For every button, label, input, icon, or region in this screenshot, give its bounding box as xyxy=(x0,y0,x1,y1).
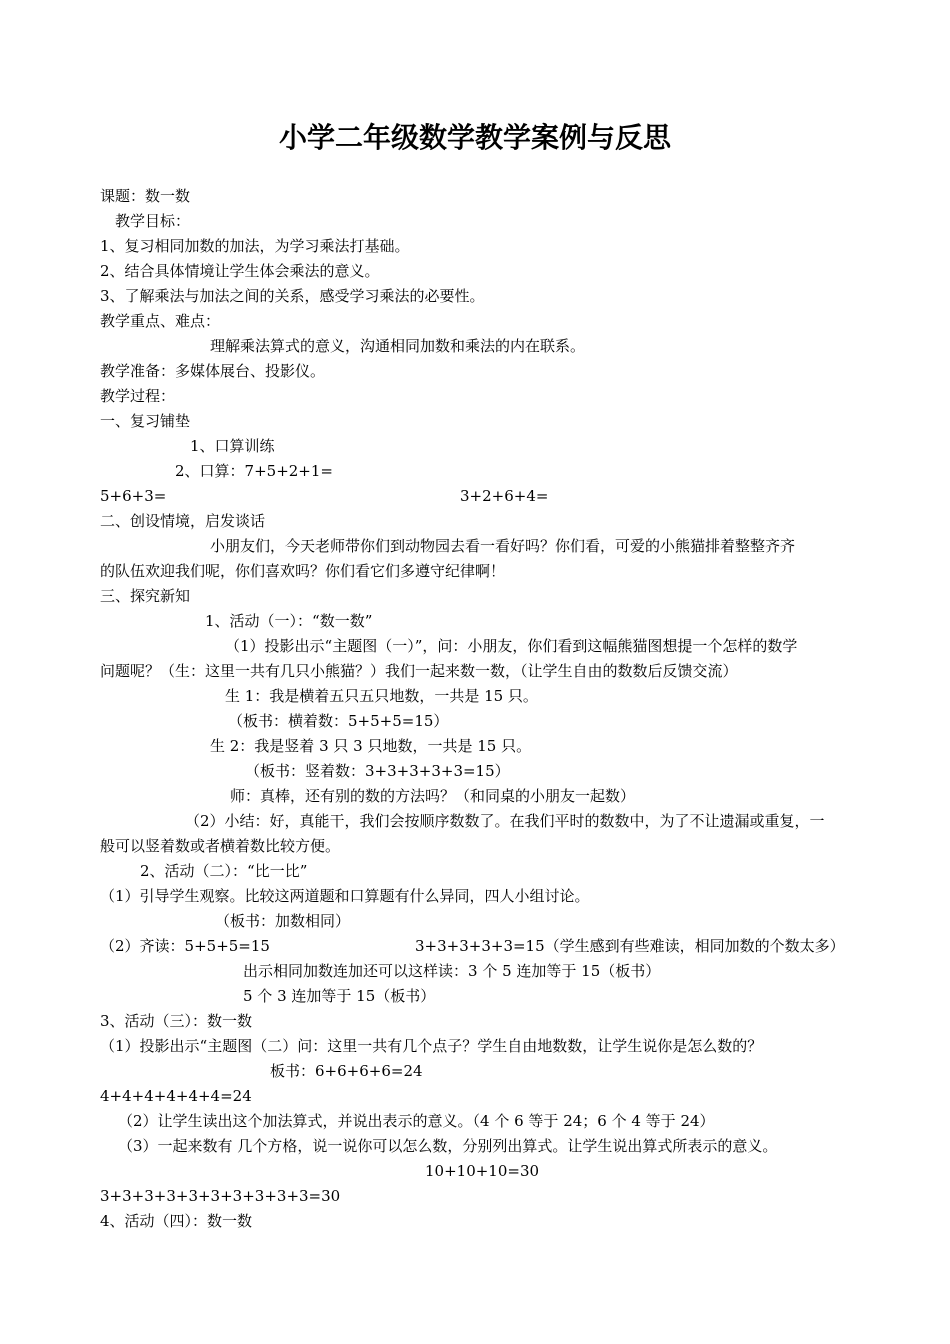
paragraph-line: （1）引导学生观察。比较这两道题和口算题有什么异同，四人小组讨论。 xyxy=(100,887,590,905)
part-heading: 三、探究新知 xyxy=(100,587,191,605)
activity-heading: 2、活动（二）：“比一比” xyxy=(140,862,308,880)
page-title: 小学二年级数学教学案例与反思 xyxy=(278,121,671,154)
board-note: （板书：加数相同） xyxy=(215,912,351,930)
preparation-text: 教学准备：多媒体展台、投影仪。 xyxy=(100,362,326,380)
activity-heading: 4、活动（四）：数一数 xyxy=(100,1212,253,1230)
section-heading-objectives: 教学目标： xyxy=(115,212,191,230)
paragraph-line: 的队伍欢迎我们呢，你们喜欢吗？你们看它们多遵守纪律啊！ xyxy=(100,562,506,580)
paragraph-line: 问题呢？（生：这里一共有几只小熊猫？）我们一起来数一数，（让学生自由的数数后反馈交流） xyxy=(100,662,738,680)
paragraph-line: 5 个 3 连加等于 15（板书） xyxy=(243,987,436,1005)
section-heading-keypoints: 教学重点、难点： xyxy=(100,312,221,330)
math-expression: 3+2+6+4= xyxy=(460,487,549,505)
activity-heading: 3、活动（三）：数一数 xyxy=(100,1012,253,1030)
activity-heading: 1、活动（一）：“数一数” xyxy=(205,612,373,630)
part-heading: 一、复习铺垫 xyxy=(100,412,191,430)
keypoints-text: 理解乘法算式的意义，沟通相同加数和乘法的内在联系。 xyxy=(210,337,586,355)
paragraph-line: 2、口算：7+5+2+1= xyxy=(175,462,333,480)
math-expression: 10+10+10=30 xyxy=(425,1162,540,1180)
paragraph-line: 般可以竖着数或者横着数比较方便。 xyxy=(100,837,341,855)
paragraph-line: （2）让学生读出这个加法算式，并说出表示的意义。（4 个 6 等于 24；6 个 4 等于 24） xyxy=(118,1112,715,1130)
objective-item: 3、了解乘法与加法之间的关系，感受学习乘法的必要性。 xyxy=(100,287,485,305)
section-heading-process: 教学过程： xyxy=(100,387,176,405)
lesson-topic: 课题：数一数 xyxy=(100,187,191,205)
board-note: （板书：横着数：5+5+5=15） xyxy=(228,712,449,730)
part-heading: 二、创设情境，启发谈话 xyxy=(100,512,266,530)
paragraph-line: 师：真棒，还有别的数的方法吗？（和同桌的小朋友一起数） xyxy=(230,787,636,805)
paragraph-line: 1、口算训练 xyxy=(190,437,275,455)
objective-item: 1、复习相同加数的加法，为学习乘法打基础。 xyxy=(100,237,410,255)
objective-item: 2、结合具体情境让学生体会乘法的意义。 xyxy=(100,262,380,280)
paragraph-line: （2）齐读：5+5+5=15 xyxy=(100,937,270,955)
math-expression: 5+6+3= xyxy=(100,487,167,505)
paragraph-line: 生 1：我是横着五只五只地数，一共是 15 只。 xyxy=(225,687,538,705)
paragraph-line: （3）一起来数有 几个方格，说一说你可以怎么数，分别列出算式。让学生说出算式所表示的意义。 xyxy=(118,1137,778,1155)
paragraph-line: 生 2：我是竖着 3 只 3 只地数，一共是 15 只。 xyxy=(210,737,532,755)
paragraph-line: （2）小结：好，真能干，我们会按顺序数数了。在我们平时的数数中，为了不让遗漏或重复，一 xyxy=(185,812,825,830)
paragraph-line: （1）投影出示“主题图（二）问：这里一共有几个点子？学生自由地数数，让学生说你是怎么数的？ xyxy=(100,1037,763,1055)
paragraph-line: 小朋友们，今天老师带你们到动物园去看一看好吗？你们看，可爱的小熊猫排着整整齐齐 xyxy=(210,537,796,555)
paragraph-line: （1）投影出示“主题图（一）”，问：小朋友，你们看到这幅熊猫图想提一个怎样的数学 xyxy=(225,637,798,655)
board-note: 板书：6+6+6+6=24 xyxy=(270,1062,423,1080)
math-expression: 3+3+3+3+3+3+3+3+3+3=30 xyxy=(100,1187,341,1205)
paragraph-line: 出示相同加数连加还可以这样读：3 个 5 连加等于 15（板书） xyxy=(243,962,661,980)
math-expression: 4+4+4+4+4+4=24 xyxy=(100,1087,252,1105)
paragraph-line: 3+3+3+3+3=15（学生感到有些难读，相同加数的个数太多） xyxy=(415,937,845,955)
board-note: （板书：竖着数：3+3+3+3+3=15） xyxy=(245,762,510,780)
